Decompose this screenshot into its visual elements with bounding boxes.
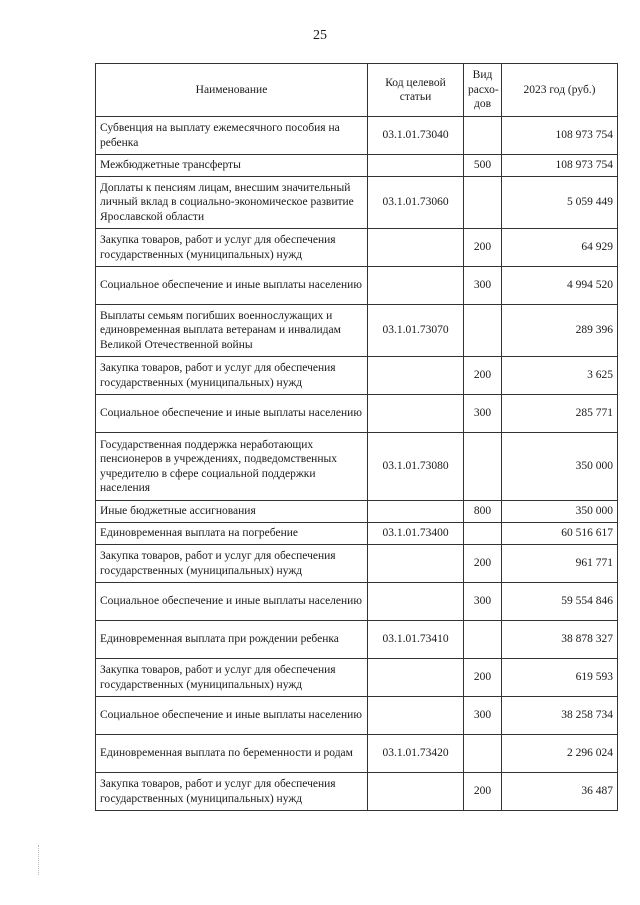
table-row — [96, 117, 618, 155]
cell-sum: 619 593 — [502, 659, 618, 697]
cell-sum: 289 396 — [502, 305, 618, 357]
table-row — [96, 545, 618, 583]
cell-kind: 500 — [464, 155, 502, 177]
cell-kind — [464, 621, 502, 659]
cell-sum: 108 973 754 — [502, 155, 618, 177]
cell-sum: 38 258 734 — [502, 697, 618, 735]
cell-name: Социальное обеспечение и иные выплаты населению — [96, 395, 368, 433]
cell-sum: 60 516 617 — [502, 523, 618, 545]
cell-kind: 200 — [464, 229, 502, 267]
table-row — [96, 735, 618, 773]
cell-kind — [464, 117, 502, 155]
cell-kind: 300 — [464, 395, 502, 433]
cell-code: 03.1.01.73040 — [368, 117, 464, 155]
cell-name: Межбюджетные трансферты — [96, 155, 368, 177]
cell-name: Закупка товаров, работ и услуг для обеспечения государственных (муниципальных) нужд — [96, 659, 368, 697]
cell-code: 03.1.01.73410 — [368, 621, 464, 659]
budget-table — [95, 63, 618, 811]
cell-name: Субвенция на выплату ежемесячного пособия на ребенка — [96, 117, 368, 155]
table-row — [96, 621, 618, 659]
cell-code — [368, 229, 464, 267]
table-header-row — [96, 64, 618, 117]
cell-sum: 2 296 024 — [502, 735, 618, 773]
table-row — [96, 433, 618, 501]
cell-code — [368, 395, 464, 433]
cell-code — [368, 501, 464, 523]
cell-code — [368, 659, 464, 697]
cell-code — [368, 583, 464, 621]
cell-sum: 350 000 — [502, 433, 618, 501]
header-sum: 2023 год (руб.) — [502, 64, 618, 117]
cell-sum: 350 000 — [502, 501, 618, 523]
table-row — [96, 305, 618, 357]
cell-kind — [464, 523, 502, 545]
cell-sum: 38 878 327 — [502, 621, 618, 659]
cell-name: Государственная поддержка неработающих пенсионеров в учреждениях, подведомственных учредителю в сфере социальной поддержки населения — [96, 433, 368, 501]
cell-kind: 200 — [464, 773, 502, 811]
cell-kind — [464, 177, 502, 229]
cell-kind: 200 — [464, 659, 502, 697]
cell-sum: 59 554 846 — [502, 583, 618, 621]
cell-kind: 200 — [464, 357, 502, 395]
table-row — [96, 177, 618, 229]
header-name: Наименование — [96, 64, 368, 117]
cell-name: Единовременная выплата по беременности и родам — [96, 735, 368, 773]
cell-kind: 300 — [464, 583, 502, 621]
cell-code — [368, 545, 464, 583]
table-row — [96, 357, 618, 395]
cell-code: 03.1.01.73080 — [368, 433, 464, 501]
cell-name: Социальное обеспечение и иные выплаты населению — [96, 267, 368, 305]
cell-sum: 64 929 — [502, 229, 618, 267]
cell-sum: 108 973 754 — [502, 117, 618, 155]
table-row — [96, 155, 618, 177]
header-kind: Вид расхо-дов — [464, 64, 502, 117]
cell-sum: 5 059 449 — [502, 177, 618, 229]
cell-name: Закупка товаров, работ и услуг для обеспечения государственных (муниципальных) нужд — [96, 229, 368, 267]
cell-code: 03.1.01.73400 — [368, 523, 464, 545]
cell-name: Единовременная выплата на погребение — [96, 523, 368, 545]
cell-code — [368, 357, 464, 395]
cell-code: 03.1.01.73420 — [368, 735, 464, 773]
table-row — [96, 583, 618, 621]
cell-kind — [464, 735, 502, 773]
table-row — [96, 395, 618, 433]
cell-name: Закупка товаров, работ и услуг для обеспечения государственных (муниципальных) нужд — [96, 545, 368, 583]
cell-sum: 3 625 — [502, 357, 618, 395]
cell-name: Единовременная выплата при рождении ребенка — [96, 621, 368, 659]
cell-kind: 800 — [464, 501, 502, 523]
table-body — [96, 117, 618, 811]
cell-kind — [464, 433, 502, 501]
cell-kind: 300 — [464, 267, 502, 305]
cell-name: Социальное обеспечение и иные выплаты населению — [96, 697, 368, 735]
cell-sum: 961 771 — [502, 545, 618, 583]
table-row — [96, 267, 618, 305]
page-number: 25 — [313, 28, 327, 43]
cell-code — [368, 155, 464, 177]
cell-sum: 4 994 520 — [502, 267, 618, 305]
cell-code — [368, 773, 464, 811]
scan-artifact — [38, 845, 45, 875]
table-row — [96, 659, 618, 697]
cell-name: Доплаты к пенсиям лицам, внесшим значительный личный вклад в социально-экономическое развитие Ярославской области — [96, 177, 368, 229]
header-code: Код целевой статьи — [368, 64, 464, 117]
table-row — [96, 501, 618, 523]
table-row — [96, 523, 618, 545]
cell-code: 03.1.01.73070 — [368, 305, 464, 357]
cell-sum: 285 771 — [502, 395, 618, 433]
table-row — [96, 229, 618, 267]
table-row — [96, 697, 618, 735]
cell-name: Выплаты семьям погибших военнослужащих и единовременная выплата ветеранам и инвалидам Великой Отечественной войны — [96, 305, 368, 357]
cell-code — [368, 267, 464, 305]
cell-name: Закупка товаров, работ и услуг для обеспечения государственных (муниципальных) нужд — [96, 357, 368, 395]
cell-name: Закупка товаров, работ и услуг для обеспечения государственных (муниципальных) нужд — [96, 773, 368, 811]
cell-kind: 200 — [464, 545, 502, 583]
table-row — [96, 773, 618, 811]
cell-kind — [464, 305, 502, 357]
cell-code: 03.1.01.73060 — [368, 177, 464, 229]
cell-name: Иные бюджетные ассигнования — [96, 501, 368, 523]
cell-kind: 300 — [464, 697, 502, 735]
cell-code — [368, 697, 464, 735]
cell-name: Социальное обеспечение и иные выплаты населению — [96, 583, 368, 621]
cell-sum: 36 487 — [502, 773, 618, 811]
